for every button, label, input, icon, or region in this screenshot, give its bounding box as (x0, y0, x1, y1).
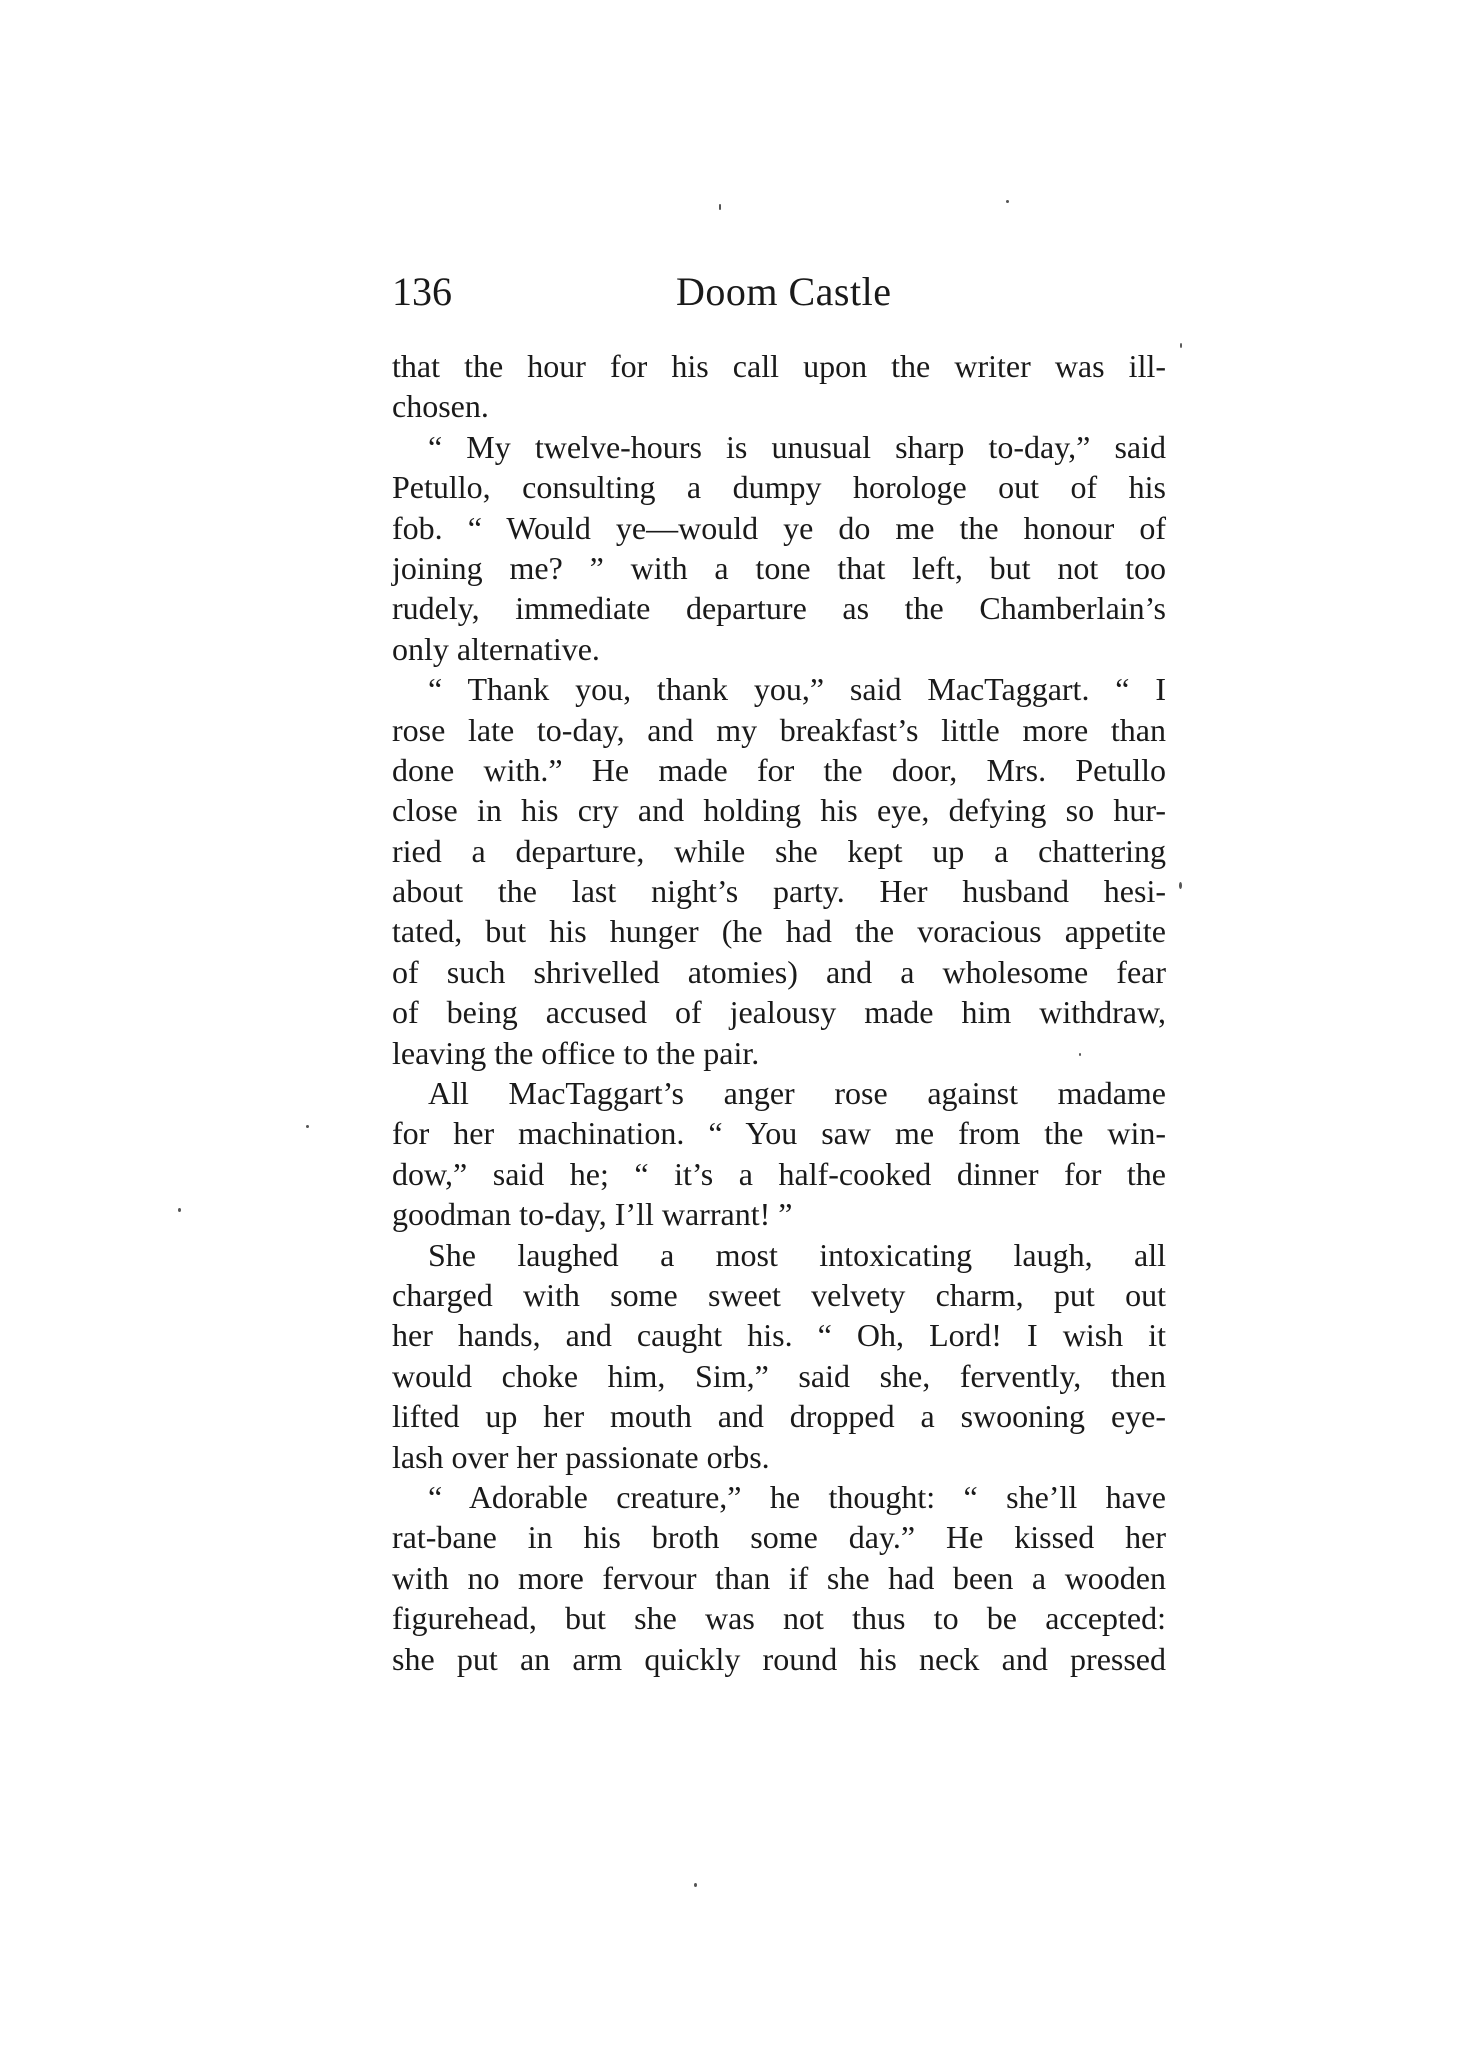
text-line: rat-bane in his broth some day.” He kissed her (392, 1519, 1166, 1556)
body-text (392, 346, 1166, 1679)
text-line: leaving the office to the pair. (392, 1034, 760, 1071)
text-line: her hands, and caught his. “ Oh, Lord! I wish it (392, 1317, 1166, 1354)
scan-speck (1006, 200, 1009, 203)
text-line: about the last night’s party. Her husband hesi- (392, 873, 1166, 910)
scan-speck (1180, 343, 1182, 348)
page-header (392, 262, 1192, 322)
text-line: chosen. (392, 388, 489, 425)
text-line: lash over her passionate orbs. (392, 1438, 770, 1475)
scan-speck (719, 204, 721, 210)
text-line: would choke him, Sim,” said she, fervently, then (392, 1357, 1166, 1394)
text-line: done with.” He made for the door, Mrs. Petullo (392, 751, 1166, 788)
text-line: figurehead, but she was not thus to be accepted: (392, 1600, 1166, 1637)
text-line: She laughed a most intoxicating laugh, all (428, 1236, 1166, 1273)
running-title: Doom Castle (676, 269, 892, 314)
text-line: of such shrivelled atomies) and a wholesome fear (392, 953, 1166, 990)
text-line: that the hour for his call upon the writer was ill- (392, 348, 1166, 384)
text-line: Petullo, consulting a dumpy horologe out of his (392, 469, 1166, 506)
text-line: lifted up her mouth and dropped a swooning eye- (392, 1398, 1166, 1435)
text-line: “ Thank you, thank you,” said MacTaggart. “ I (428, 671, 1166, 708)
scan-speck (1079, 1053, 1081, 1056)
text-line: tated, but his hunger (he had the voracious appetite (392, 913, 1166, 950)
text-line: rudely, immediate departure as the Chamberlain’s (392, 590, 1166, 627)
text-line: ried a departure, while she kept up a chattering (392, 832, 1166, 869)
text-line: only alternative. (392, 630, 600, 667)
scan-speck (178, 1208, 181, 1212)
scan-speck (306, 1125, 309, 1128)
text-line: charged with some sweet velvety charm, put out (392, 1276, 1166, 1313)
text-line: All MacTaggart’s anger rose against madame (428, 1075, 1166, 1112)
text-line: close in his cry and holding his eye, defying so hur- (392, 792, 1166, 829)
page-number: 136 (392, 269, 452, 314)
text-line: she put an arm quickly round his neck and pressed (392, 1640, 1166, 1677)
scan-speck (694, 1883, 697, 1887)
scan-speck (1179, 882, 1182, 889)
text-line: “ Adorable creature,” he thought: “ she’ll have (428, 1478, 1166, 1515)
text-line: “ My twelve-hours is unusual sharp to-day,” said (428, 428, 1166, 465)
text-line: joining me? ” with a tone that left, but not too (392, 549, 1166, 586)
text-line: fob. “ Would ye—would ye do me the honour of (392, 509, 1166, 546)
text-line: of being accused of jealousy made him withdraw, (392, 994, 1166, 1031)
text-line: goodman to-day, I’ll warrant! ” (392, 1196, 793, 1233)
text-line: rose late to-day, and my breakfast’s little more than (392, 711, 1166, 748)
text-line: for her machination. “ You saw me from the win- (392, 1115, 1166, 1152)
text-line: dow,” said he; “ it’s a half-cooked dinner for the (392, 1155, 1166, 1192)
text-line: with no more fervour than if she had been a wooden (392, 1559, 1166, 1596)
